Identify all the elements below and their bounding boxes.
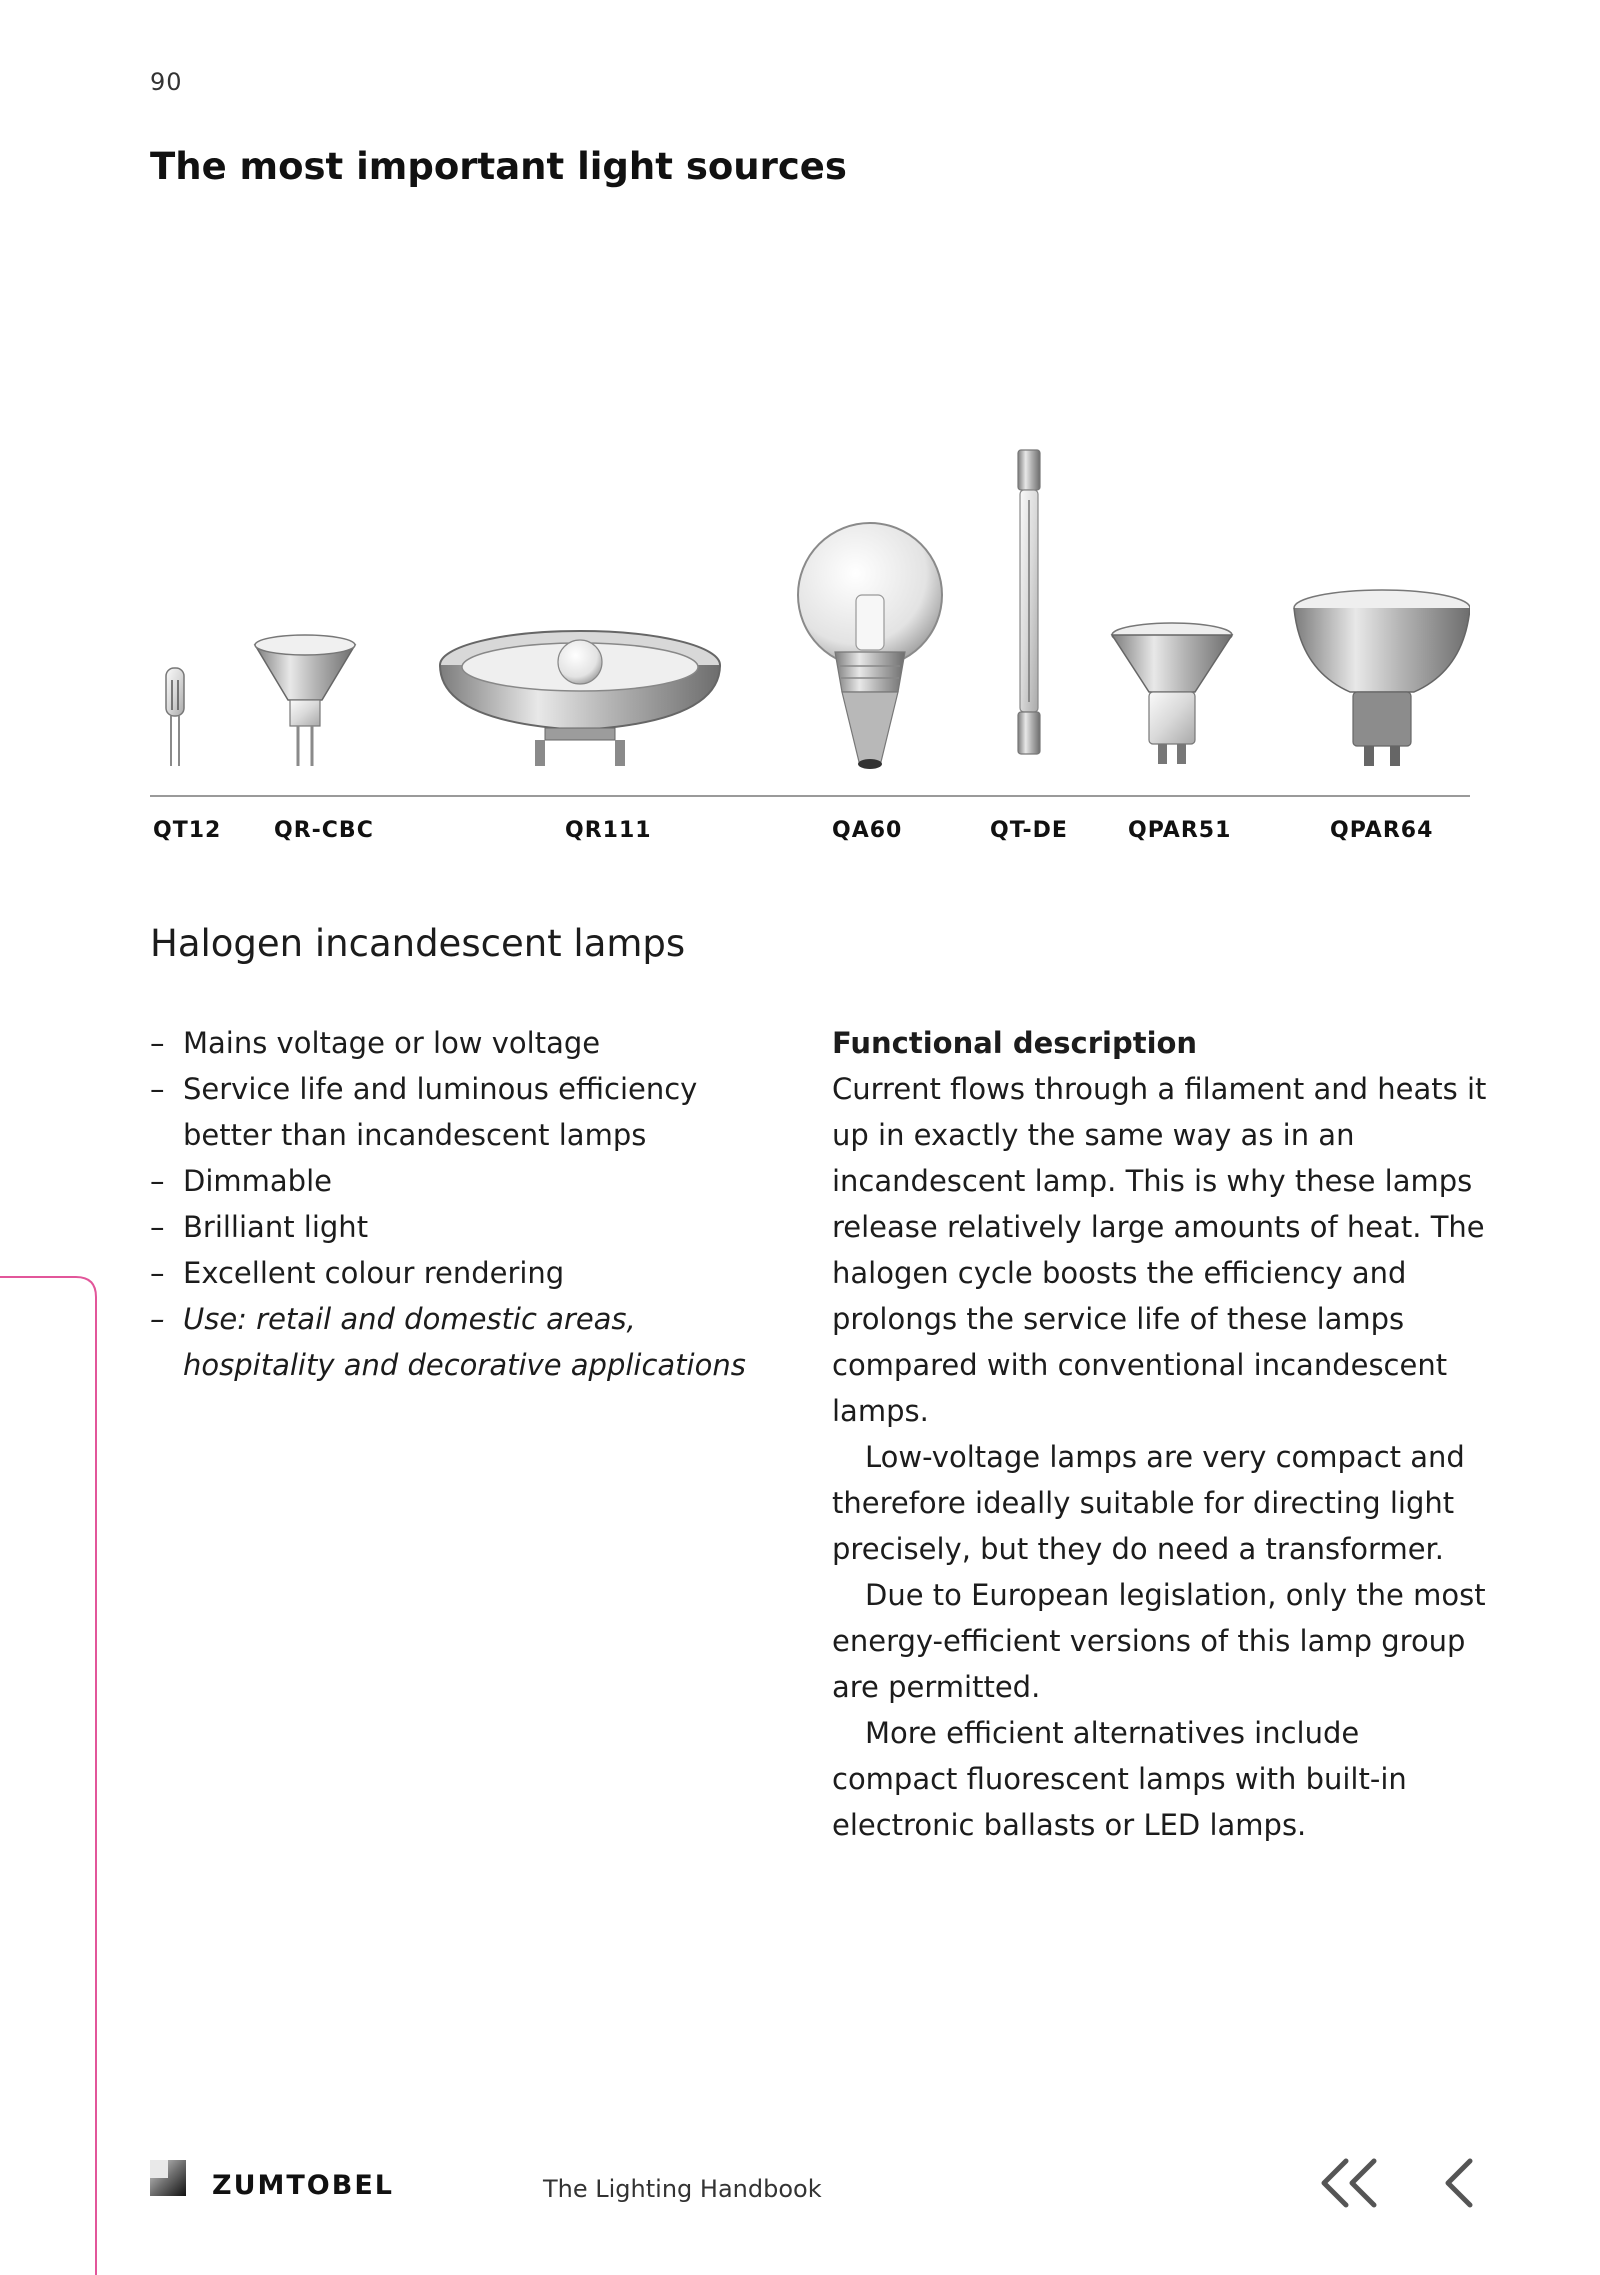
list-item: [150, 1020, 790, 1066]
section-heading: Halogen incandescent lamps: [150, 922, 686, 965]
feature-text: Dimmable: [183, 1164, 332, 1198]
functional-paragraph: Due to European legislation, only the most energy-efficient versions of this lamp group are permitted.: [832, 1578, 1486, 1704]
footer-brand: ZUMTOBEL: [212, 2170, 394, 2201]
functional-paragraph: More efficient alternatives include compact fluorescent lamps with built-in electronic ballasts or LED lamps.: [832, 1716, 1407, 1842]
functional-paragraph: Low-voltage lamps are very compact and therefore ideally suitable for directing light precisely, but they do need a transformer.: [832, 1440, 1465, 1566]
ar111-reflector-lamp-icon: [440, 631, 720, 766]
lamp-label-qa60: QA60: [832, 818, 903, 843]
lamp-label-qpar51: QPAR51: [1128, 818, 1232, 843]
lamp-label-qr111: QR111: [565, 818, 652, 843]
use-text: Use: retail and domestic areas, hospitality and decorative applications: [183, 1302, 746, 1382]
feature-text: Mains voltage or low voltage: [183, 1026, 601, 1060]
linear-double-ended-lamp-icon: [1018, 450, 1040, 754]
mr16-reflector-lamp-icon: [255, 635, 355, 766]
list-item: [150, 1250, 790, 1296]
lamp-label-qt12: QT12: [153, 818, 222, 843]
gu10-reflector-lamp-icon: [1112, 623, 1232, 764]
feature-text: Service life and luminous efficiency better than incandescent lamps: [183, 1072, 698, 1152]
lamp-baseline-divider: [150, 795, 1470, 797]
use-list-item: [150, 1296, 790, 1388]
list-item: [150, 1204, 790, 1250]
lamp-illustration-row: [150, 430, 1470, 770]
functional-heading: Functional description: [832, 1026, 1198, 1060]
functional-paragraph: Current flows through a filament and heats it up in exactly the same way as in an incandescent lamp. This is why these lamps release relatively large amounts of heat. The halogen cycle boosts the efficiency and prolongs the service life of these lamps compared with conventional incandescent lamps.: [832, 1072, 1487, 1428]
feature-text: Brilliant light: [183, 1210, 369, 1244]
large-gu10-reflector-lamp-icon: [1294, 590, 1470, 766]
margin-accent-line: [0, 1275, 100, 2275]
chevron-left-icon[interactable]: [1440, 2155, 1480, 2211]
list-item: [150, 1158, 790, 1204]
functional-description: [832, 1020, 1492, 1848]
list-dash: –: [150, 1256, 165, 1290]
footer-book-title: The Lighting Handbook: [543, 2175, 822, 2203]
list-dash: –: [150, 1210, 165, 1244]
bulb-lamp-icon: [798, 523, 942, 769]
list-dash: –: [150, 1164, 165, 1198]
page-number: 90: [150, 68, 183, 96]
feature-text: Excellent colour rendering: [183, 1256, 565, 1290]
feature-list: [150, 1020, 790, 1388]
lamp-label-qt-de: QT-DE: [990, 818, 1068, 843]
double-chevron-left-icon[interactable]: [1318, 2155, 1382, 2211]
lamp-label-qpar64: QPAR64: [1330, 818, 1434, 843]
list-dash: –: [150, 1302, 165, 1336]
list-dash: –: [150, 1072, 165, 1106]
page-title: The most important light sources: [150, 145, 847, 188]
list-dash: –: [150, 1026, 165, 1060]
lamp-label-qr-cbc: QR-CBC: [274, 818, 374, 843]
list-item: [150, 1066, 790, 1158]
zumtobel-logo-icon: [150, 2160, 186, 2196]
capsule-lamp-icon: [166, 668, 184, 766]
